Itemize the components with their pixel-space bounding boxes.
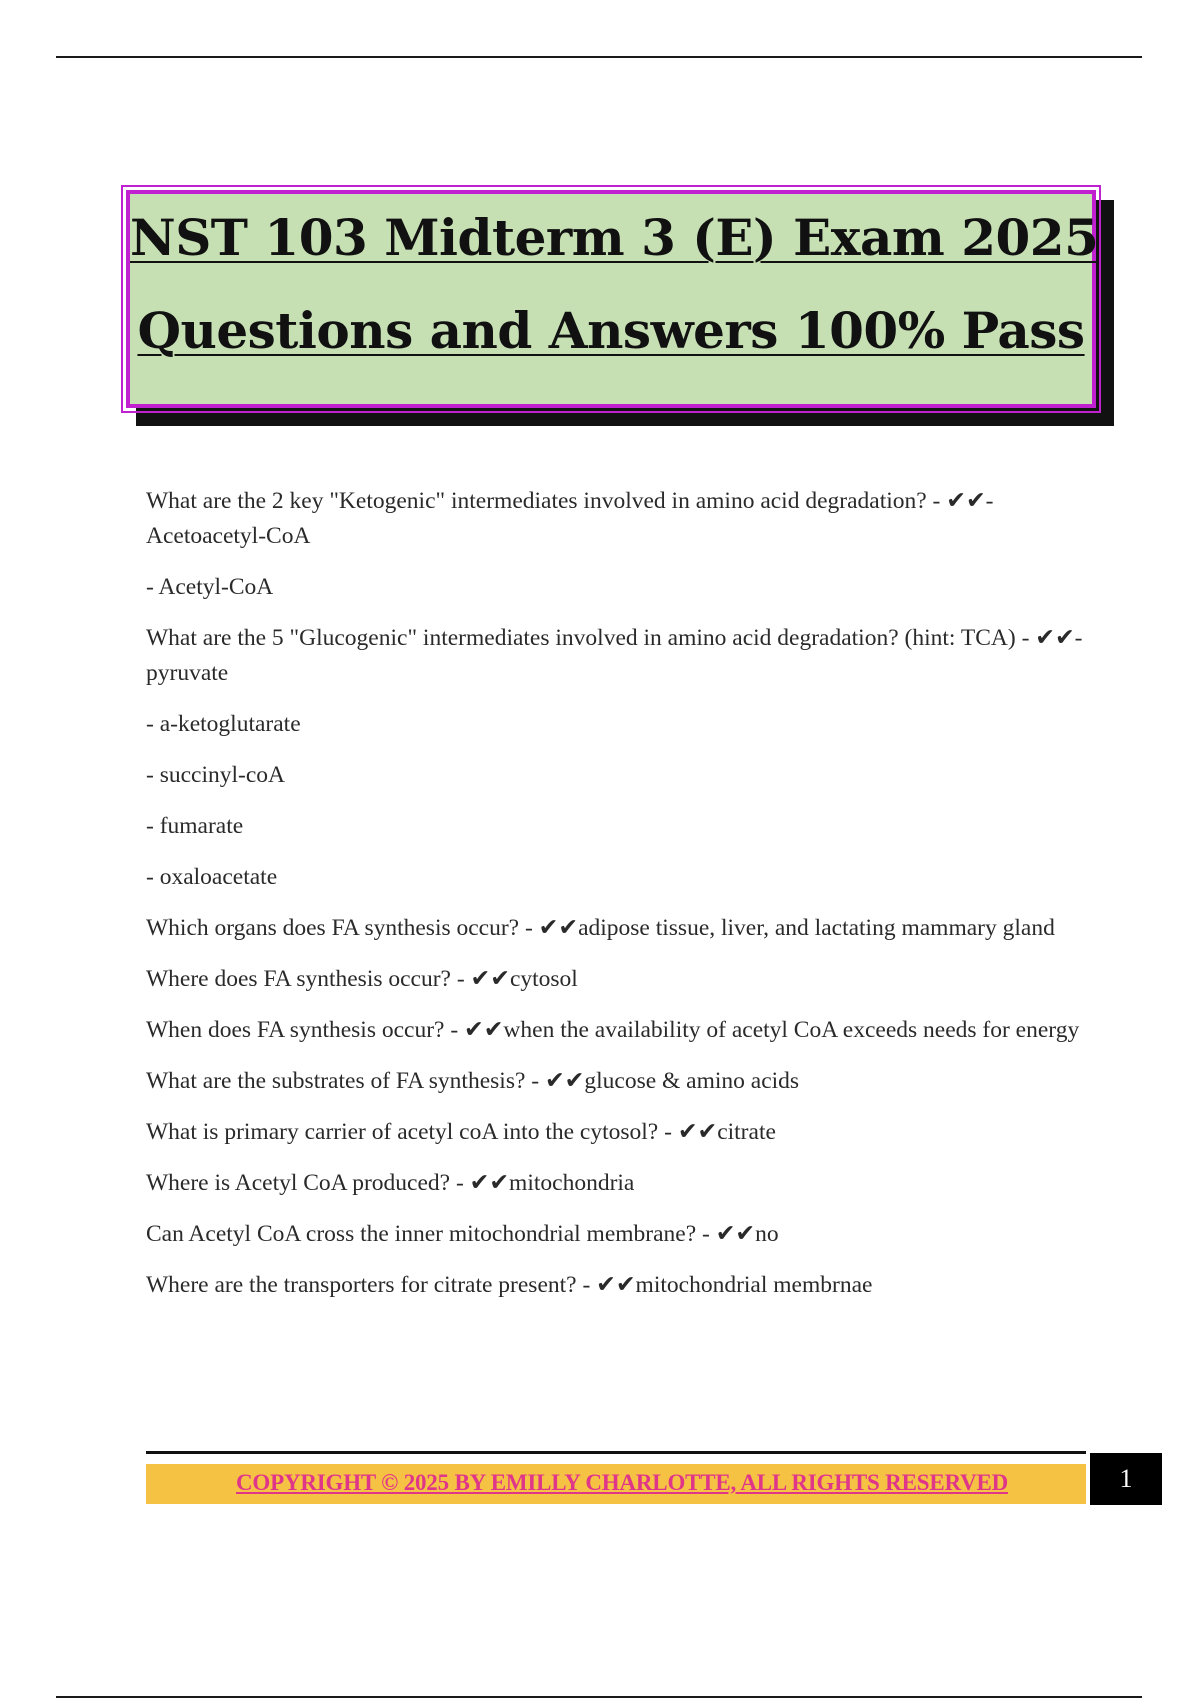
qa-paragraph: What are the 5 "Glucogenic" intermediates involved in amino acid degradation? (hint: TCA) - ✔✔- pyruvate <box>146 625 1083 686</box>
title-box <box>126 190 1099 408</box>
qa-paragraph: - oxaloacetate <box>146 864 278 890</box>
title-line-1: NST 103 Midterm 3 (E) Exam 2025 <box>130 208 1099 267</box>
footer-bar <box>146 1464 1086 1504</box>
qa-paragraph: What are the 2 key "Ketogenic" intermediates involved in amino acid degradation? - ✔✔- Acetoacetyl-CoA <box>146 488 994 549</box>
bottom-rule <box>56 1696 1142 1698</box>
qa-paragraph: Which organs does FA synthesis occur? - ✔✔adipose tissue, liver, and lactating mammary gland <box>146 915 1055 941</box>
document-body <box>146 484 1096 1319</box>
footer-rule <box>146 1451 1086 1454</box>
top-rule <box>56 56 1142 58</box>
qa-paragraph: What are the substrates of FA synthesis? - ✔✔glucose & amino acids <box>146 1068 800 1094</box>
qa-paragraph: - a-ketoglutarate <box>146 711 301 737</box>
qa-paragraph: - Acetyl-CoA <box>146 574 274 600</box>
qa-paragraph: Where does FA synthesis occur? - ✔✔cytosol <box>146 966 578 992</box>
qa-paragraph: What is primary carrier of acetyl coA into the cytosol? - ✔✔citrate <box>146 1119 776 1145</box>
qa-paragraph: Where are the transporters for citrate present? - ✔✔mitochondrial membrnae <box>146 1272 873 1298</box>
qa-paragraph: Where is Acetyl CoA produced? - ✔✔mitochondria <box>146 1170 635 1196</box>
page-number: 1 <box>1090 1453 1162 1505</box>
qa-paragraph: When does FA synthesis occur? - ✔✔when the availability of acetyl CoA exceeds needs for energy <box>146 1017 1080 1043</box>
qa-paragraph: - fumarate <box>146 813 244 839</box>
copyright-notice: COPYRIGHT © 2025 BY EMILLY CHARLOTTE, ALL RIGHTS RESERVED <box>236 1470 1009 1495</box>
title-line-2: Questions and Answers 100% Pass <box>137 301 1085 360</box>
qa-paragraph: Can Acetyl CoA cross the inner mitochondrial membrane? - ✔✔no <box>146 1221 779 1247</box>
qa-paragraph: - succinyl-coA <box>146 762 285 788</box>
